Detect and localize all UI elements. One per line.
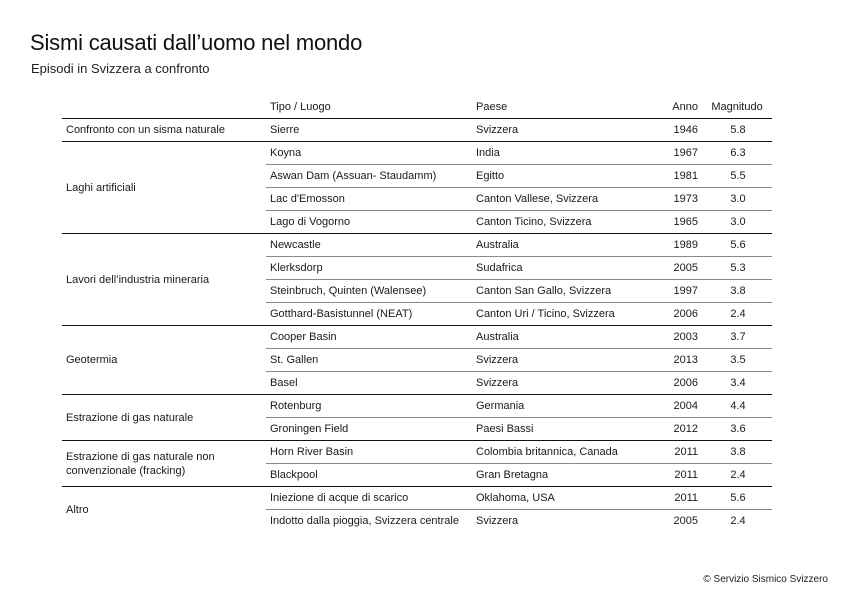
category-label: Estrazione di gas naturale: [66, 411, 194, 424]
category-label: convenzionale (fracking): [66, 464, 186, 477]
year-cell: 2005: [673, 515, 698, 527]
earthquake-table: [62, 96, 772, 532]
magnitude-cell: 2.4: [702, 464, 772, 487]
magnitude-cell: 2.4: [730, 515, 746, 527]
year-cell: 2004: [642, 395, 702, 418]
country-cell: Colombia britannica, Canada: [472, 441, 642, 464]
year-cell: 2013: [642, 349, 702, 372]
country-cell: Canton Uri / Ticino, Svizzera: [472, 303, 642, 326]
year-cell: 2012: [642, 418, 702, 441]
table-body: [62, 119, 772, 533]
magnitude-cell: 5.5: [702, 165, 772, 188]
magnitude-cell: 5.6: [702, 487, 772, 510]
magnitude-cell: 3.8: [702, 280, 772, 303]
place-cell: Blackpool: [266, 464, 472, 487]
year-cell: 2006: [642, 303, 702, 326]
magnitude-cell: 3.0: [702, 188, 772, 211]
category-cell: [62, 441, 266, 487]
country-cell: Svizzera: [472, 349, 642, 372]
magnitude-cell: 5.8: [702, 119, 772, 142]
country-cell: Svizzera: [472, 372, 642, 395]
country-cell: Svizzera: [476, 515, 519, 527]
magnitude-cell: 3.0: [702, 211, 772, 234]
year-cell: 1965: [642, 211, 702, 234]
place-cell: Rotenburg: [266, 395, 472, 418]
place-cell: Iniezione di acque di scarico: [266, 487, 472, 510]
place-cell: Basel: [266, 372, 472, 395]
table-row: [62, 395, 772, 418]
table-row: [62, 441, 772, 464]
country-cell: Germania: [472, 395, 642, 418]
magnitude-cell: 6.3: [702, 142, 772, 165]
page-subtitle: Episodi in Svizzera a confronto: [31, 61, 210, 76]
country-cell: Egitto: [472, 165, 642, 188]
place-cell: Steinbruch, Quinten (Walensee): [266, 280, 472, 303]
country-cell: Canton Ticino, Svizzera: [472, 211, 642, 234]
country-cell: Australia: [472, 326, 642, 349]
country-cell: Svizzera: [472, 119, 642, 142]
place-cell: St. Gallen: [266, 349, 472, 372]
year-cell: 2005: [642, 257, 702, 280]
year-cell: 2006: [642, 372, 702, 395]
magnitude-cell: 3.5: [702, 349, 772, 372]
page-title: Sismi causati dall’uomo nel mondo: [30, 30, 363, 55]
magnitude-cell: 2.4: [702, 303, 772, 326]
header-country: Paese: [472, 96, 642, 119]
category-label: Confronto con un sisma naturale: [66, 124, 225, 136]
table-row: [62, 234, 772, 257]
category-cell: [62, 234, 266, 326]
year-cell: 2011: [642, 487, 702, 510]
place-cell: Horn River Basin: [266, 441, 472, 464]
header-year: Anno: [642, 96, 702, 119]
year-cell: 2011: [642, 464, 702, 487]
country-cell: Canton Vallese, Svizzera: [472, 188, 642, 211]
category-cell: [62, 142, 266, 234]
year-cell: 1946: [642, 119, 702, 142]
place-cell: Indotto dalla pioggia, Svizzera centrale: [270, 515, 459, 527]
place-cell: Groningen Field: [266, 418, 472, 441]
category-label: Laghi artificiali: [66, 181, 136, 194]
country-cell: Sudafrica: [472, 257, 642, 280]
year-cell: 2011: [642, 441, 702, 464]
year-cell: 1997: [642, 280, 702, 303]
magnitude-cell: 3.6: [702, 418, 772, 441]
category-cell: [62, 395, 266, 441]
year-cell: 1981: [642, 165, 702, 188]
place-cell: Klerksdorp: [266, 257, 472, 280]
category-cell: [62, 487, 266, 533]
country-cell: Gran Bretagna: [472, 464, 642, 487]
place-cell: Lago di Vogorno: [266, 211, 472, 234]
country-cell: Paesi Bassi: [472, 418, 642, 441]
header-magnitude: Magnitudo: [702, 96, 772, 119]
table-row: [62, 119, 772, 142]
country-cell: India: [472, 142, 642, 165]
table-header-row: [62, 96, 772, 119]
table-row: [62, 487, 772, 510]
category-cell: [62, 326, 266, 395]
header-category: [62, 96, 266, 119]
place-cell: Koyna: [266, 142, 472, 165]
category-cell: [62, 119, 266, 142]
year-cell: 1973: [642, 188, 702, 211]
country-cell: Oklahoma, USA: [472, 487, 642, 510]
header-place: Tipo / Luogo: [266, 96, 472, 119]
magnitude-cell: 3.8: [702, 441, 772, 464]
place-cell: Cooper Basin: [266, 326, 472, 349]
category-label: Lavori dell’industria mineraria: [66, 273, 210, 286]
magnitude-cell: 3.4: [702, 372, 772, 395]
place-cell: Newcastle: [266, 234, 472, 257]
year-cell: 1989: [642, 234, 702, 257]
table-row: [62, 142, 772, 165]
place-cell: Lac d'Emosson: [266, 188, 472, 211]
place-cell: Gotthard-Basistunnel (NEAT): [266, 303, 472, 326]
place-cell: Sierre: [266, 119, 472, 142]
magnitude-cell: 3.7: [702, 326, 772, 349]
magnitude-cell: 4.4: [702, 395, 772, 418]
place-cell: Aswan Dam (Assuan- Staudamm): [266, 165, 472, 188]
category-label: Estrazione di gas naturale non: [66, 450, 215, 463]
copyright-credit: © Servizio Sismico Svizzero: [703, 574, 828, 585]
country-cell: Canton San Gallo, Svizzera: [472, 280, 642, 303]
magnitude-cell: 5.3: [702, 257, 772, 280]
country-cell: Australia: [472, 234, 642, 257]
year-cell: 1967: [642, 142, 702, 165]
table-row: [62, 326, 772, 349]
category-label: Geotermia: [66, 354, 118, 366]
category-label: Altro: [66, 503, 89, 516]
year-cell: 2003: [642, 326, 702, 349]
magnitude-cell: 5.6: [702, 234, 772, 257]
